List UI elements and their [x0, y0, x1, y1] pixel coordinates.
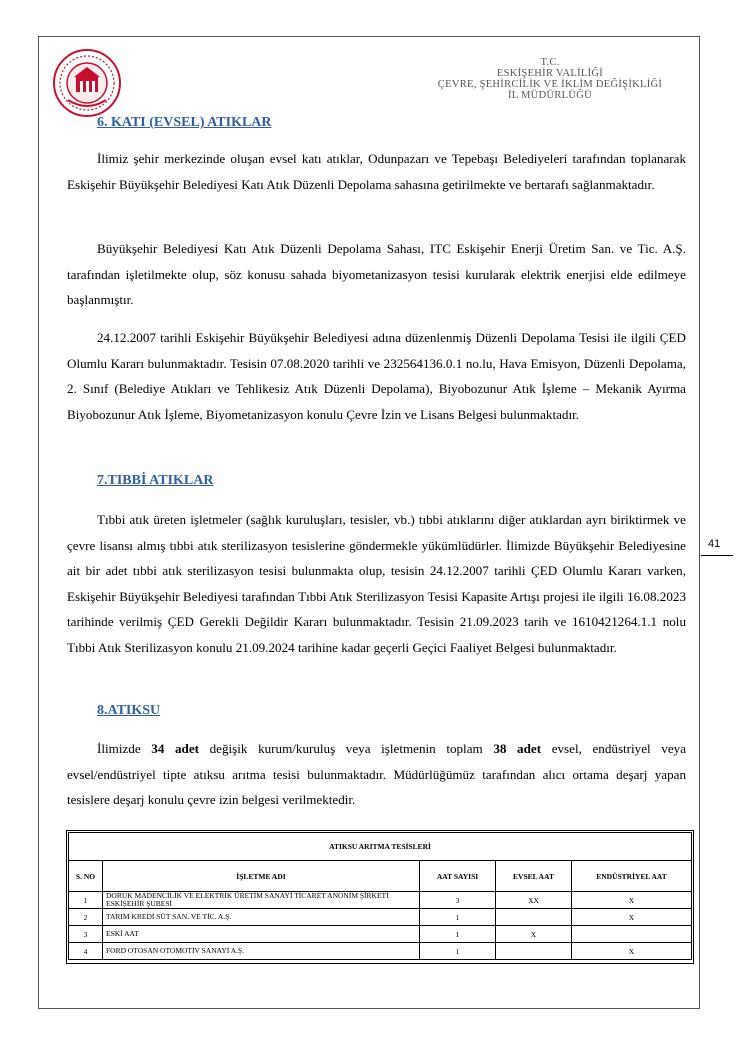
page-number: 41	[708, 538, 721, 550]
paragraph: Büyükşehir Belediyesi Katı Atık Düzenli Depolama Sahası, ITC Eskişehir Enerji Üretim San. ve Tic. A.Ş. tarafından işletilmekte olup, söz konusu sahada biyometanizasyon tesisi kurularak elektrik enerjisi elde edilmeye başlanmıştır.	[67, 241, 686, 307]
table-row	[69, 926, 692, 943]
table-cell: ESKİ AAT	[103, 926, 420, 943]
table-header: EVSEL AAT	[496, 861, 572, 892]
table-header: İŞLETME ADI	[103, 861, 420, 892]
institution-header	[400, 57, 700, 101]
table-cell: FORD OTOSAN OTOMOTİV SANAYİ A.Ş.	[103, 943, 420, 960]
table-cell: 3	[69, 926, 103, 943]
table-cell: DORUK MADENCİLİK VE ELEKTRİK ÜRETİM SANAYİ TİCARET ANONİM ŞİRKETİ ESKİŞEHİR ŞUBESİ	[103, 892, 420, 909]
header-line-1: T.C.	[540, 57, 560, 68]
table-cell: 1	[420, 909, 496, 926]
section-heading-solid-waste: 6. KATI (EVSEL) ATIKLAR	[97, 115, 272, 130]
table-cell: 1	[420, 943, 496, 960]
bold-count: 38 adet	[493, 741, 542, 756]
table-cell	[496, 909, 572, 926]
table-cell: X	[496, 926, 572, 943]
table-header: ENDÜSTRİYEL AAT	[572, 861, 692, 892]
section-heading-wastewater: 8.ATIKSU	[97, 703, 161, 718]
table-row	[69, 892, 692, 909]
table-cell: 3	[420, 892, 496, 909]
table-cell: X	[572, 909, 692, 926]
wastewater-table	[68, 832, 692, 960]
table-cell: 1	[420, 926, 496, 943]
table-cell: TARIM KREDİ SÜT SAN. VE TİC. A.Ş.	[103, 909, 420, 926]
ministry-emblem-icon	[52, 48, 122, 118]
wastewater-table-frame	[66, 830, 694, 964]
table-cell: 2	[69, 909, 103, 926]
table-header: S. NO	[69, 861, 103, 892]
table-cell	[496, 943, 572, 960]
table-cell	[572, 926, 692, 943]
section-heading-medical-waste: 7.TIBBİ ATIKLAR	[97, 473, 214, 488]
paragraph: Tıbbi atık üreten işletmeler (sağlık kuruluşları, tesisler, vb.) tıbbi atıklarını diğer atıklardan ayrı biriktirmek ve çevre lisansı almış tıbbi atık sterilizasyon tesislerine göndermekle yükümlüdürler. İlimizde Büyükşehir Belediyesine ait bir adet tıbbi atık sterilizasyon tesisi bulunmakta olup, tesisin 24.12.2007 tarihli ÇED Olumlu Kararı varken, Eskişehir Büyükşehir Belediyesi tarafından Tıbbi Atık Sterilizasyon Tesisi Kapasite Artışı projesi ile ilgili 16.08.2023 tarihinde verilmiş ÇED Gerekli Değildir Kararı bulunmaktadır. Tesisin 21.09.2023 tarih ve 1610421264.1.1 nolu Tıbbi Atık Sterilizasyon konulu 21.09.2024 tarihine kadar geçerli Geçici Faaliyet Belgesi bulunmaktadır.	[67, 512, 686, 655]
paragraph: İlimiz şehir merkezinde oluşan evsel katı atıklar, Odunpazarı ve Tepebaşı Belediyeleri tarafından toplanarak Eskişehir Büyükşehir Belediyesi Katı Atık Düzenli Depolama sahasına getirilmekte ve bertarafı sağlanmaktadır.	[67, 151, 686, 192]
header-line-2: ESKİŞEHİR VALİLİĞİ	[496, 68, 604, 79]
table-cell: X	[572, 943, 692, 960]
paragraph: 24.12.2007 tarihli Eskişehir Büyükşehir Belediyesi adına düzenlenmiş Düzenli Depolama Tesisi ile ilgili ÇED Olumlu Kararı bulunmaktadır. Tesisin 07.08.2020 tarihli ve 232564136.0.1 no.lu, Hava Emisyon, Düzenli Depolama, 2. Sınıf (Belediye Atıkları ve Tehlikesiz Atık Düzenli Depolama), Biyobozunur Atık İşleme – Mekanik Ayırma Biyobozunur Atık İşleme, Biyometanizasyon konulu Çevre İzin ve Lisans Belgesi bulunmaktadır.	[67, 330, 686, 422]
paragraph-wastewater	[67, 736, 686, 813]
table-cell: X	[572, 892, 692, 909]
table-row	[69, 943, 692, 960]
text-run: değişik kurum/kuruluş veya işletmenin toplam	[199, 741, 494, 756]
table-title: ATIKSU ARITMA TESİSLERİ	[69, 833, 692, 861]
text-run: evsel, endüstriyel veya evsel/endüstriyel tipte atıksu arıtma tesisi bulunmaktadır. Müdürlüğümüz tarafından alıcı ortama deşarj yapan tesislere deşarj konulu çevre izin belgesi verilmektedir.	[67, 741, 687, 807]
table-cell: 1	[69, 892, 103, 909]
table-header: AAT SAYISI	[420, 861, 496, 892]
page-number-rule	[701, 555, 733, 556]
table-cell: 4	[69, 943, 103, 960]
table-cell: XX	[496, 892, 572, 909]
header-line-4: İL MÜDÜRLÜĞÜ	[508, 90, 592, 101]
header-line-3: ÇEVRE, ŞEHİRCİLİK VE İKLİM DEĞİŞİKLİĞİ	[437, 79, 663, 90]
table-row	[69, 909, 692, 926]
bold-count: 34 adet	[151, 741, 199, 756]
text-run: İlimizde	[97, 741, 152, 756]
